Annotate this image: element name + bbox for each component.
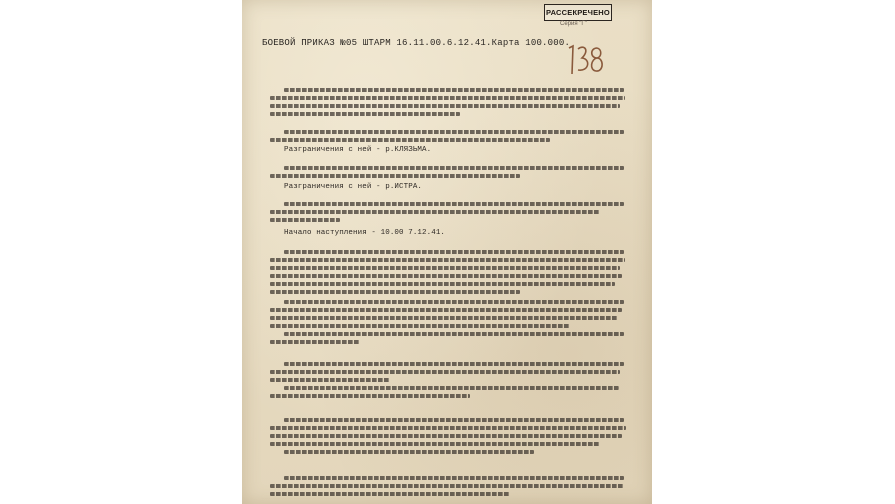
document-page: [242, 0, 652, 504]
attack-start-line: Начало наступления - 10.00 7.12.41.: [284, 229, 446, 237]
paragraph-2-left: [270, 166, 630, 182]
paragraph-2-border: Разграничения с ней - р.КЛЯЗЬМА.: [284, 146, 432, 154]
paragraph-8: [270, 476, 630, 500]
paragraph-6: [270, 362, 630, 402]
stamp-series: Серия "Г": [560, 21, 587, 27]
paragraph-7: [270, 418, 630, 458]
paragraph-2: [270, 130, 630, 146]
order-header: БОЕВОЙ ПРИКАЗ №05 ШТАРМ 16.11.00.6.12.41.Карта 100.000.: [262, 38, 571, 48]
declassified-stamp: [544, 4, 612, 21]
paragraph-5: [270, 300, 630, 348]
paragraph-3: [270, 202, 630, 226]
paragraph-1: [270, 88, 630, 120]
paragraph-4: [270, 250, 630, 298]
handwritten-page-number: [564, 40, 606, 80]
paragraph-2-border-right: Разграничения с ней - р.ИСТРА.: [284, 183, 423, 191]
stamp-text: РАССЕКРЕЧЕНО: [546, 8, 610, 17]
